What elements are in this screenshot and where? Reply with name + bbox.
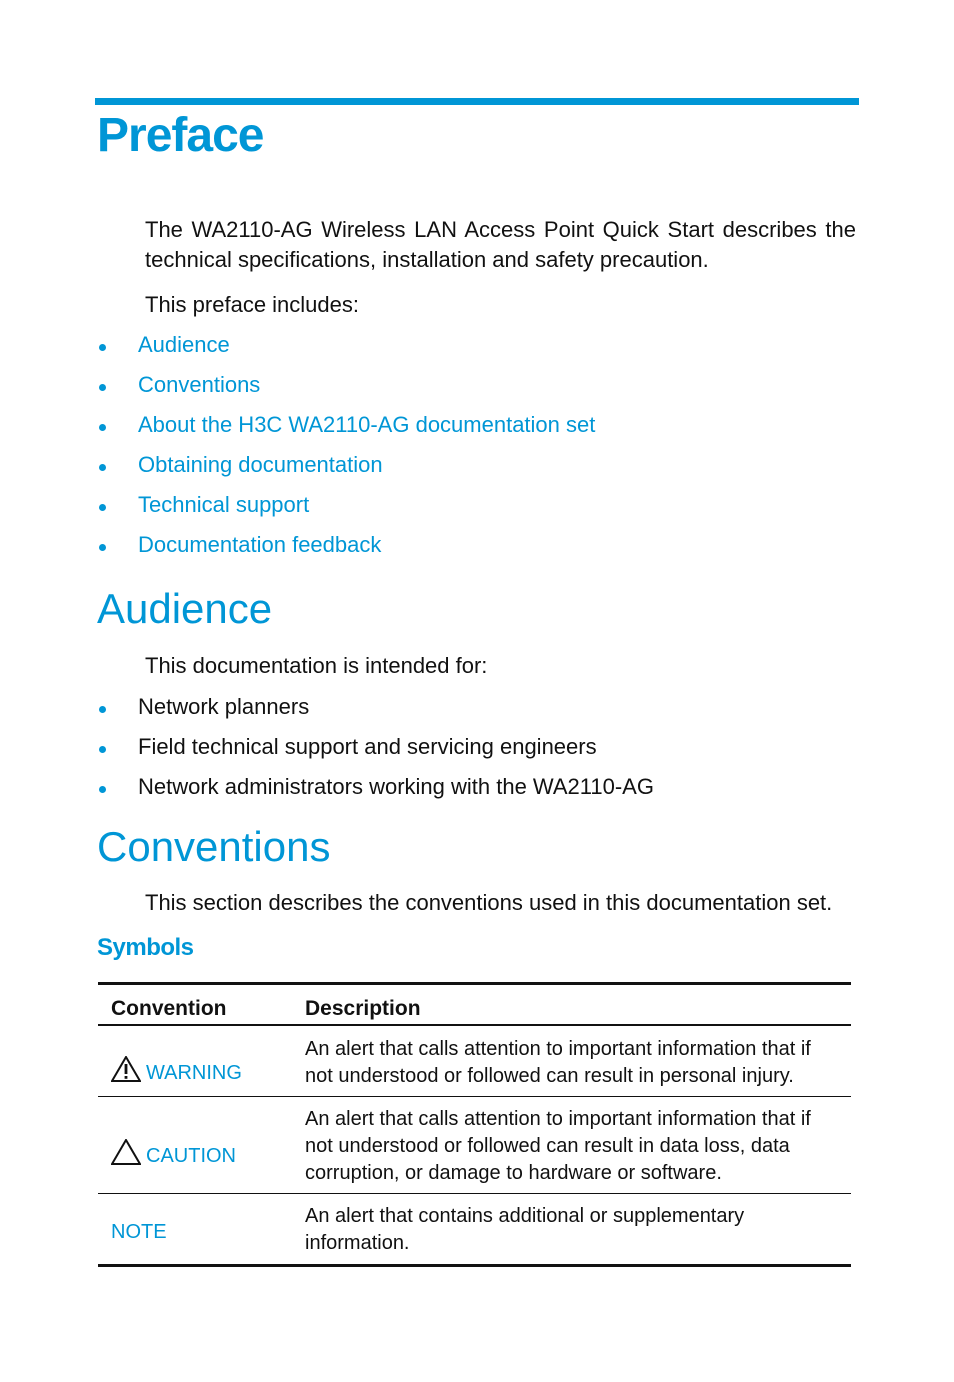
conventions-intro: This section describes the conventions used in this documentation set. [145, 890, 833, 915]
table-row-caution-convention [111, 1139, 236, 1168]
toc-link-documentation-set[interactable]: About the H3C WA2110-AG documentation set [138, 412, 596, 437]
audience-item: Network administrators working with the WA2110-AG [138, 774, 654, 799]
column-header-description: Description [305, 997, 421, 1020]
includes-label: This preface includes: [145, 292, 359, 317]
bullet-icon [99, 464, 106, 471]
row-rule [98, 1096, 851, 1097]
table-row-note-description: An alert that contains additional or supplementary information. [305, 1205, 745, 1254]
toc-link-audience[interactable]: Audience [138, 332, 230, 357]
column-header-convention: Convention [111, 997, 227, 1020]
table-row-caution-description: An alert that calls attention to important information that if not understood or followed can result in data loss, data corruption, or damage to hardware or software. [305, 1108, 811, 1184]
table-top-rule [98, 982, 851, 985]
page-title: Preface [97, 109, 264, 162]
caution-triangle-icon [111, 1139, 141, 1165]
bullet-icon [99, 786, 106, 793]
table-row-warning-description: An alert that calls attention to important information that if not understood or followed can result in personal injury. [305, 1038, 811, 1087]
table-bottom-rule [98, 1264, 851, 1267]
table-row-note-convention [111, 1221, 167, 1244]
toc-link-documentation-feedback[interactable]: Documentation feedback [138, 532, 382, 557]
convention-label: NOTE [111, 1221, 167, 1243]
table-row-warning-convention [111, 1056, 242, 1085]
bullet-icon [99, 746, 106, 753]
toc-link-conventions[interactable]: Conventions [138, 372, 261, 397]
convention-label: CAUTION [146, 1145, 236, 1167]
toc-link-technical-support[interactable]: Technical support [138, 492, 310, 517]
bullet-icon [99, 544, 106, 551]
intro-paragraph: The WA2110-AG Wireless LAN Access Point Quick Start describes the technical specifications, installation and safety precaution. [145, 217, 856, 272]
audience-item: Network planners [138, 694, 310, 719]
title-rule [95, 98, 859, 105]
bullet-icon [99, 384, 106, 391]
bullet-icon [99, 344, 106, 351]
toc-link-obtaining-documentation[interactable]: Obtaining documentation [138, 452, 383, 477]
bullet-icon [99, 504, 106, 511]
header-rule [98, 1024, 851, 1026]
warning-triangle-icon [111, 1056, 141, 1082]
convention-label: WARNING [146, 1062, 242, 1084]
audience-item: Field technical support and servicing engineers [138, 734, 597, 759]
conventions-heading: Conventions [97, 823, 331, 870]
audience-intro: This documentation is intended for: [145, 653, 488, 678]
symbols-heading: Symbols [97, 934, 194, 961]
row-rule [98, 1193, 851, 1194]
audience-heading: Audience [97, 585, 273, 632]
bullet-icon [99, 706, 106, 713]
bullet-icon [99, 424, 106, 431]
